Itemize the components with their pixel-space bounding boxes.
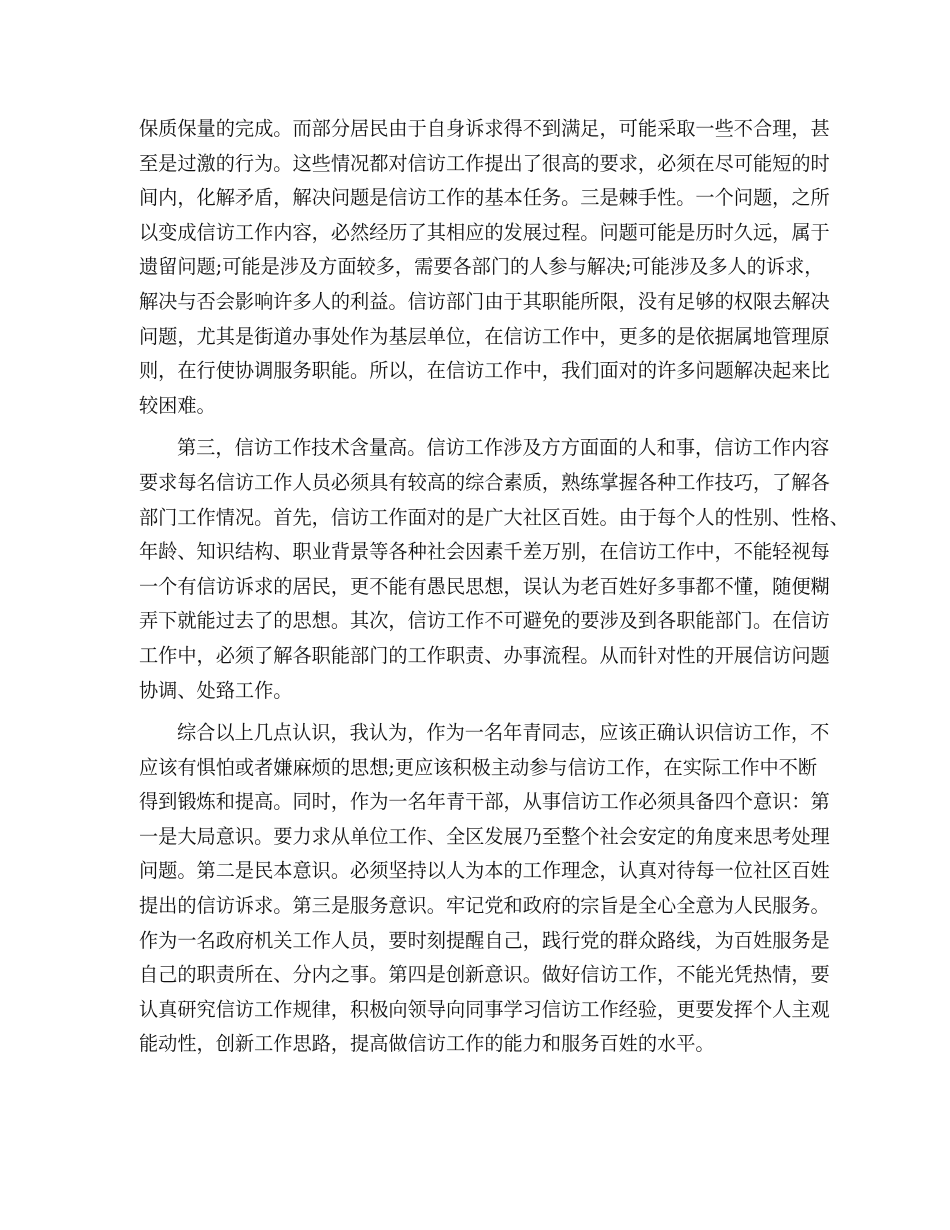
- text-line: 则，在行使协调服务职能。所以，在信访工作中，我们面对的许多问题解决起来比: [139, 359, 830, 383]
- paragraph: [139, 716, 830, 1062]
- text-line: 间内，化解矛盾，解决问题是信访工作的基本任务。三是棘手性。一个问题，之所: [139, 186, 830, 210]
- text-line: 解决与否会影响许多人的利益。信访部门由于其职能所限，没有足够的权限去解决: [139, 289, 830, 313]
- text-line: 应该有惧怕或者嫌麻烦的思想;更应该积极主动参与信访工作，在实际工作中不断: [139, 755, 818, 779]
- text-line: 部门工作情况。首先，信访工作面对的是广大社区百姓。由于每个人的性别、性格、: [139, 505, 849, 529]
- text-line: 问题，尤其是街道办事处作为基层单位，在信访工作中，更多的是依据属地管理原: [139, 324, 830, 348]
- text-line: 问题。第二是民本意识。必须坚持以人为本的工作理念，认真对待每一位社区百姓: [139, 859, 830, 883]
- text-line: 综合以上几点认识，我认为，作为一名年青同志，应该正确认识信访工作，不: [177, 721, 830, 745]
- text-line: 至是过激的行为。这些情况都对信访工作提出了很高的要求，必须在尽可能短的时: [139, 151, 830, 175]
- paragraph: [139, 112, 830, 423]
- text-line: 工作中，必须了解各职能部门的工作职责、办事流程。从而针对性的开展信访问题: [139, 643, 830, 667]
- text-line: 较困难。: [139, 393, 216, 417]
- text-line: 协调、处臵工作。: [139, 678, 293, 702]
- text-line: 自己的职责所在、分内之事。第四是创新意识。做好信访工作，不能光凭热情，要: [139, 963, 830, 987]
- text-line: 保质保量的完成。而部分居民由于自身诉求得不到满足，可能采取一些不合理，甚: [139, 117, 830, 140]
- text-line: 提出的信访诉求。第三是服务意识。牢记党和政府的宗旨是全心全意为人民服务。: [139, 894, 830, 918]
- text-line: 得到锻炼和提高。同时，作为一名年青干部，从事信访工作必须具备四个意识：第: [139, 790, 830, 814]
- text-line: 一个有信访诉求的居民，更不能有愚民思想，误认为老百姓好多事都不懂，随便糊: [139, 574, 830, 598]
- text-line: 弄下就能过去了的思想。其次，信访工作不可避免的要涉及到各职能部门。在信访: [139, 609, 830, 633]
- paragraph-gap: [139, 423, 819, 431]
- text-line: 一是大局意识。要力求从单位工作、全区发展乃至整个社会安定的角度来思考处理: [139, 824, 830, 848]
- text-line: 第三，信访工作技术含量高。信访工作涉及方方面面的人和事，信访工作内容: [177, 436, 830, 460]
- document-body: [139, 112, 849, 1062]
- text-line: 认真研究信访工作规律，积极向领导向同事学习信访工作经验，更要发挥个人主观: [139, 997, 830, 1021]
- text-line: 年龄、知识结构、职业背景等各种社会因素千差万别，在信访工作中，不能轻视每: [139, 540, 830, 564]
- text-line: 作为一名政府机关工作人员，要时刻提醒自己，践行党的群众路线，为百姓服务是: [139, 928, 830, 952]
- paragraph-gap: [139, 708, 819, 716]
- text-line: 以变成信访工作内容，必然经历了其相应的发展过程。问题可能是历时久远，属于: [139, 220, 830, 244]
- paragraph: [139, 431, 849, 708]
- text-line: 遗留问题;可能是涉及方面较多，需要各部门的人参与解决;可能涉及多人的诉求，: [139, 255, 824, 279]
- text-line: 要求每名信访工作人员必须具有较高的综合素质，熟练掌握各种工作技巧，了解各: [139, 470, 830, 494]
- text-line: 能动性，创新工作思路，提高做信访工作的能力和服务百姓的水平。: [139, 1032, 715, 1056]
